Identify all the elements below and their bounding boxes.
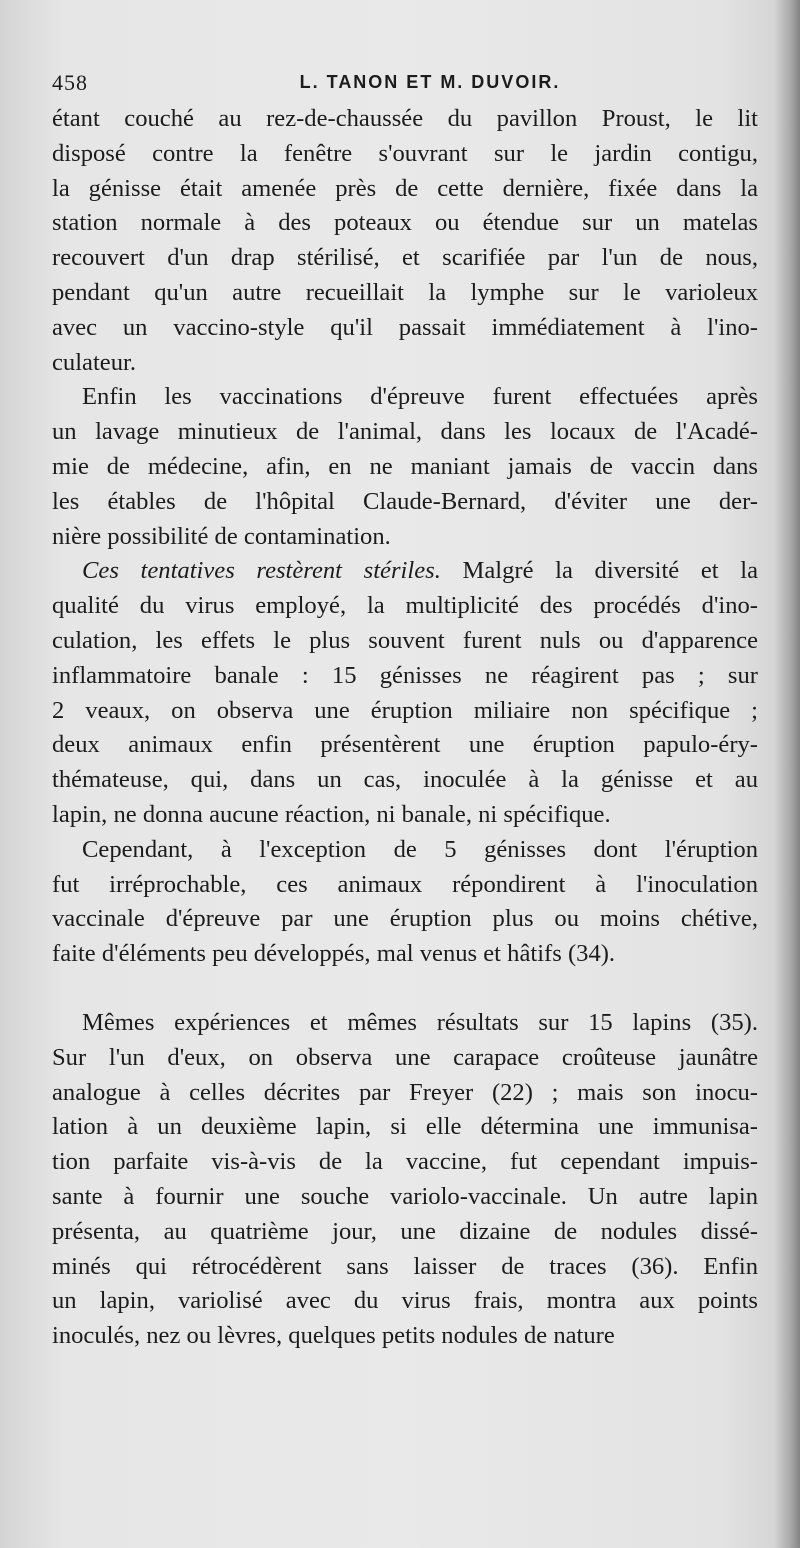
text-line	[52, 380, 758, 415]
text-line	[52, 868, 758, 903]
paragraph-gap	[52, 972, 758, 1006]
text-line	[52, 276, 758, 311]
paragraph	[52, 380, 758, 554]
text-line	[52, 485, 758, 520]
line-text: nière possibilité de contamination.	[52, 522, 391, 550]
text-line	[52, 1319, 758, 1354]
line-text: un lavage minutieux de l'animal, dans les locaux de l'Acadé-	[52, 418, 758, 446]
line-text: présenta, au quatrième jour, une dizaine de nodules dissé-	[52, 1217, 758, 1245]
line-text: tion parfaite vis-à-vis de la vaccine, fut cependant impuis-	[52, 1148, 758, 1176]
line-text: Malgré la diversité et la	[440, 557, 758, 585]
line-text: lation à un deuxième lapin, si elle détermina une immunisa-	[52, 1113, 758, 1141]
text-line	[52, 311, 758, 346]
text-line	[52, 137, 758, 172]
text-line	[52, 833, 758, 868]
line-text: faite d'éléments peu développés, mal venus et hâtifs (34).	[52, 940, 616, 968]
line-text: fut irréprochable, ces animaux répondirent à l'inoculation	[52, 870, 758, 898]
line-text: thémateuse, qui, dans un cas, inoculée à la génisse et au	[52, 766, 758, 794]
text-line	[52, 102, 758, 137]
page-number: 458	[52, 70, 88, 95]
text-line	[52, 1215, 758, 1250]
line-text: deux animaux enfin présentèrent une éruption papulo-éry-	[52, 731, 758, 759]
text-line	[52, 1076, 758, 1111]
paragraph	[52, 554, 758, 832]
text-line	[52, 763, 758, 798]
line-text: Sur l'un d'eux, on observa une carapace croûteuse jaunâtre	[52, 1043, 758, 1071]
line-text: la génisse était amenée près de cette dernière, fixée dans la	[52, 174, 758, 202]
running-title: L. TANON ET M. DUVOIR.	[299, 72, 561, 92]
running-head	[52, 60, 758, 102]
text-line	[52, 589, 758, 624]
line-text: inflammatoire banale : 15 génisses ne réagirent pas ; sur	[52, 661, 758, 689]
text-line	[52, 624, 758, 659]
line-text: minés qui rétrocédèrent sans laisser de traces (36). Enfin	[52, 1252, 758, 1280]
text-line	[52, 206, 758, 241]
paragraph	[52, 102, 758, 380]
line-text: culation, les effets le plus souvent furent nuls ou d'apparence	[52, 626, 758, 654]
line-text: recouvert d'un drap stérilisé, et scarifiée par l'un de nous,	[52, 244, 758, 272]
italic-lead: Ces tentatives restèrent stériles.	[82, 557, 441, 585]
line-text: avec un vaccino-style qu'il passait immédiatement à l'ino-	[52, 313, 758, 341]
page-gutter-shadow	[774, 0, 800, 1548]
body-text	[52, 102, 758, 1354]
text-line	[52, 241, 758, 276]
line-text: les étables de l'hôpital Claude-Bernard, d'éviter une der-	[52, 487, 758, 515]
line-text: station normale à des poteaux ou étendue sur un matelas	[52, 209, 758, 237]
text-line	[52, 450, 758, 485]
line-text: qualité du virus employé, la multiplicité des procédés d'ino-	[52, 592, 758, 620]
text-line	[52, 937, 758, 972]
line-text: analogue à celles décrites par Freyer (22) ; mais son inocu-	[52, 1078, 758, 1106]
line-text: Enfin les vaccinations d'épreuve furent effectuées après	[82, 383, 758, 411]
line-text: étant couché au rez-de-chaussée du pavillon Proust, le lit	[52, 105, 758, 132]
text-line	[52, 1110, 758, 1145]
line-text: Cependant, à l'exception de 5 génisses dont l'éruption	[82, 835, 758, 863]
text-line	[52, 520, 758, 555]
paragraph	[52, 833, 758, 972]
text-line	[52, 1145, 758, 1180]
text-line	[52, 902, 758, 937]
text-line	[52, 1180, 758, 1215]
line-text: disposé contre la fenêtre s'ouvrant sur le jardin contigu,	[52, 139, 758, 167]
line-text: 2 veaux, on observa une éruption miliaire non spécifique ;	[52, 696, 758, 724]
text-line	[52, 798, 758, 833]
text-line	[52, 1284, 758, 1319]
line-text: lapin, ne donna aucune réaction, ni banale, ni spécifique.	[52, 800, 611, 828]
line-text: inoculés, nez ou lèvres, quelques petits nodules de nature	[52, 1322, 615, 1350]
line-text: sante à fournir une souche variolo-vaccinale. Un autre lapin	[52, 1182, 758, 1210]
text-line	[52, 554, 758, 589]
text-line	[52, 346, 758, 381]
line-text: mie de médecine, afin, en ne maniant jamais de vaccin dans	[52, 452, 758, 480]
text-line	[52, 415, 758, 450]
paragraph	[52, 1006, 758, 1354]
text-line	[52, 1250, 758, 1285]
line-text: vaccinale d'épreuve par une éruption plus ou moins chétive,	[52, 905, 758, 933]
text-line	[52, 1006, 758, 1041]
text-line	[52, 694, 758, 729]
text-line	[52, 659, 758, 694]
line-text: pendant qu'un autre recueillait la lymphe sur le varioleux	[52, 278, 758, 306]
text-line	[52, 728, 758, 763]
line-text: culateur.	[52, 348, 136, 376]
text-line	[52, 1041, 758, 1076]
text-line	[52, 172, 758, 207]
line-text: Mêmes expériences et mêmes résultats sur 15 lapins (35).	[82, 1008, 758, 1036]
line-text: un lapin, variolisé avec du virus frais, montra aux points	[52, 1287, 758, 1315]
